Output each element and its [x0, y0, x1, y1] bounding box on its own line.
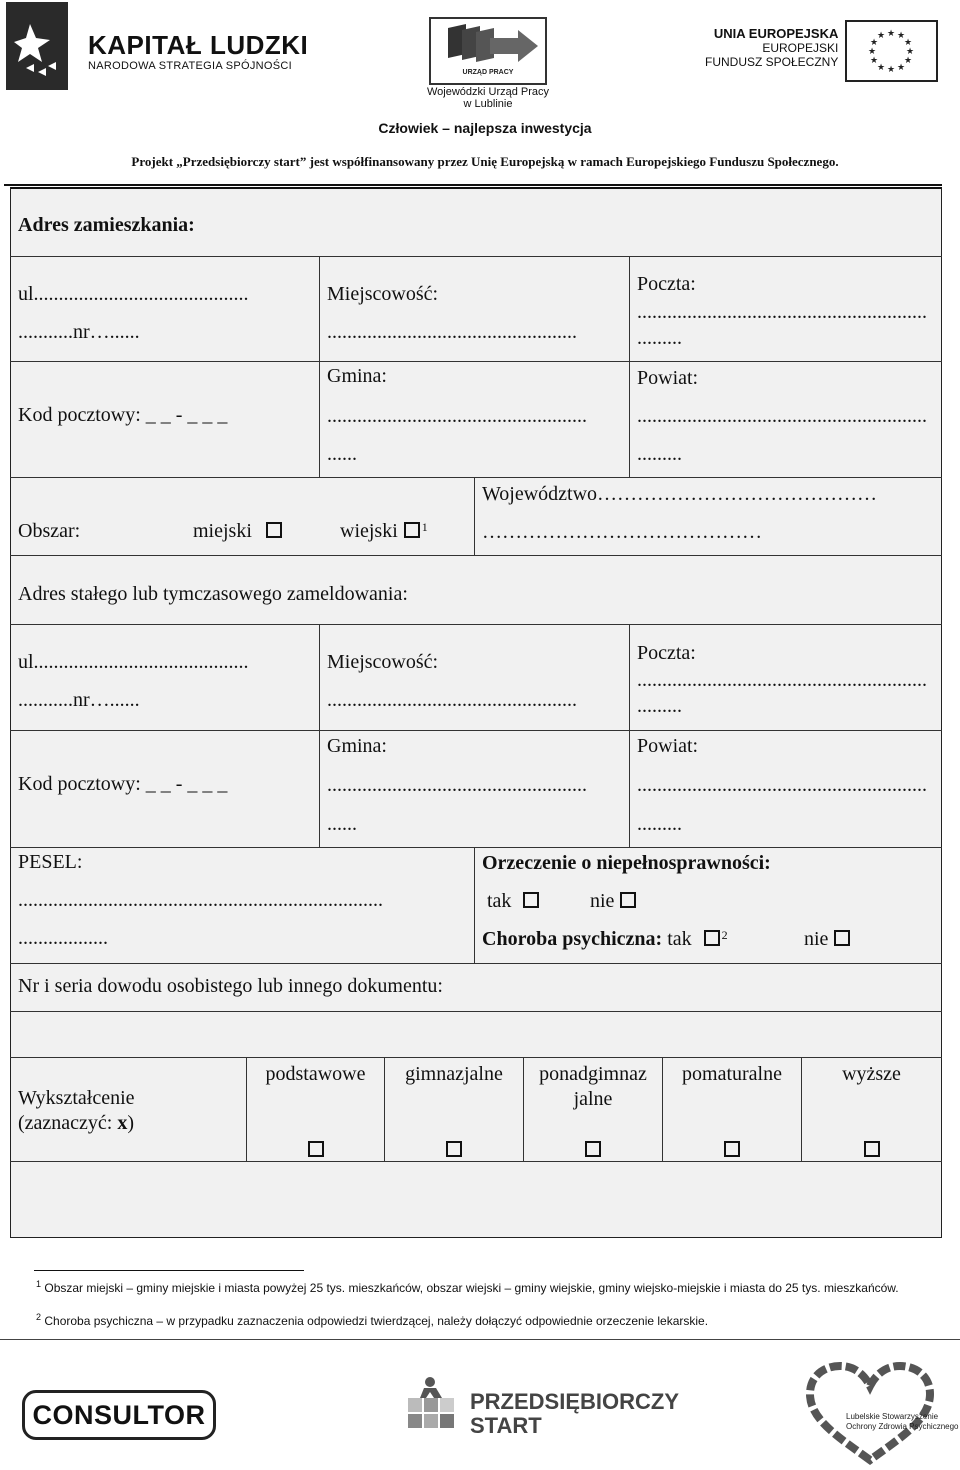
education-option-post-secondary [663, 1062, 801, 1086]
registration-postcode-field[interactable]: Kod pocztowy: _ _ - _ _ _ [18, 773, 228, 795]
id-document-field[interactable] [11, 1012, 941, 1056]
wup-name-line1: Wojewódzki Urząd Pracy [426, 86, 550, 98]
residence-county-field-cont[interactable]: ......... [637, 443, 682, 465]
footnote-2 [36, 1312, 708, 1328]
motto: Człowiek – najlepsza inwestycja [378, 120, 592, 136]
svg-text:★: ★ [903, 56, 913, 66]
residence-postcode-field[interactable]: Kod pocztowy: _ _ - _ _ _ [18, 404, 228, 426]
residence-post-label: Poczta: [637, 273, 696, 295]
id-document-label: Nr i seria dowodu osobistego lub innego dokumentu: [18, 975, 443, 997]
education-hint-x: x [117, 1112, 128, 1134]
education-option-label: podstawowe [265, 1063, 366, 1085]
education-option-label-cont: jalne [573, 1088, 613, 1110]
svg-text:★: ★ [905, 47, 915, 57]
eu-line3: FUNDUSZ SPOŁECZNY [705, 55, 839, 69]
divider [319, 256, 320, 477]
svg-text:★: ★ [896, 63, 906, 73]
education-option-upper-secondary [524, 1062, 662, 1112]
eu-line2: EUROPEJSKI [762, 41, 839, 55]
urzad-pracy-badge-text: URZĄD PRACY [462, 69, 514, 76]
kapital-ludzki-title: KAPITAŁ LUDZKI [88, 30, 309, 60]
divider [10, 730, 942, 731]
eu-line1: UNIA EUROPEJSKA [713, 26, 839, 41]
svg-text:★: ★ [869, 38, 879, 48]
divider [474, 847, 475, 963]
footnote-ref: 1 [421, 520, 428, 534]
education-hint [18, 1111, 134, 1135]
header-divider [4, 184, 942, 186]
area-label: Obszar: [18, 520, 81, 542]
kapital-ludzki-subtitle: NARODOWA STRATEGIA SPÓJNOŚCI [88, 60, 292, 72]
residence-county-field[interactable]: .......................................................... [637, 405, 927, 427]
area-rural-checkbox[interactable] [404, 522, 420, 538]
education-option-lower-secondary [385, 1062, 523, 1086]
education-option-higher [802, 1062, 941, 1086]
residence-title: Adres zamieszkania: [18, 214, 195, 236]
footer-divider [0, 1339, 960, 1340]
residence-post-field-cont[interactable]: ......... [637, 327, 682, 349]
registration-commune-field-cont[interactable]: ...... [327, 813, 357, 835]
ps-line2: START [470, 1413, 542, 1438]
mental-illness-yes-label: tak [667, 928, 692, 950]
residence-commune-field-cont[interactable]: ...... [327, 443, 357, 465]
footnote-divider [34, 1270, 304, 1271]
footnote-1 [36, 1279, 899, 1295]
education-label: Wykształcenie [18, 1087, 135, 1109]
education-primary-checkbox[interactable] [308, 1141, 324, 1157]
footnote-ref: 2 [721, 928, 728, 942]
residence-post-field[interactable]: .......................................................... [637, 301, 927, 323]
registration-number-field[interactable]: ...........nr…...... [18, 689, 140, 711]
mental-illness-no-checkbox[interactable] [834, 930, 850, 946]
registration-post-field[interactable]: .......................................................... [637, 669, 927, 691]
registration-city-label: Miejscowość: [327, 651, 439, 673]
voivodeship-label[interactable]: Województwo…………………………………… [482, 483, 878, 505]
disability-no-option[interactable] [590, 889, 636, 913]
residence-street-field[interactable]: ul........................................... [18, 283, 249, 305]
disability-yes-option[interactable] [487, 889, 539, 913]
eu-text-block [705, 26, 838, 69]
education-hint-c: ) [127, 1112, 135, 1134]
disability-yes-checkbox[interactable] [523, 892, 539, 908]
svg-text:★: ★ [903, 38, 913, 48]
registration-county-field[interactable]: .......................................................... [637, 774, 927, 796]
education-option-primary [247, 1062, 384, 1086]
footnote-1-ref: 1 [36, 1279, 42, 1289]
registration-post-field-cont[interactable]: ......... [637, 695, 682, 717]
area-rural-option[interactable] [340, 519, 428, 543]
disability-label: Orzeczenie o niepełnosprawności: [482, 852, 771, 874]
svg-text:★: ★ [876, 31, 886, 41]
divider [10, 555, 942, 556]
svg-text:★: ★ [876, 63, 886, 73]
pesel-field-cont[interactable]: .................. [18, 927, 108, 949]
registration-post-label: Poczta: [637, 642, 696, 664]
disability-no-label: nie [590, 890, 615, 912]
svg-text:★: ★ [896, 31, 906, 41]
mental-illness-no-option[interactable] [804, 927, 850, 951]
registration-street-field[interactable]: ul........................................... [18, 651, 249, 673]
heart-logo-text [846, 1412, 959, 1432]
wup-name-line2: w Lublinie [463, 98, 513, 110]
registration-city-field[interactable]: .................................................. [327, 689, 577, 711]
voivodeship-field[interactable]: …………………………………… [482, 521, 762, 543]
divider [10, 847, 942, 848]
residence-city-field[interactable]: .................................................. [327, 321, 577, 343]
registration-county-label: Powiat: [637, 735, 699, 757]
eu-flag-icon [845, 20, 938, 82]
mental-illness-no-label: nie [804, 928, 829, 950]
divider [10, 1161, 942, 1162]
divider [10, 963, 942, 964]
residence-city-label: Miejscowość: [327, 283, 439, 305]
divider [629, 256, 630, 477]
divider [10, 361, 942, 362]
residence-county-label: Powiat: [637, 367, 699, 389]
education-option-label: pomaturalne [682, 1063, 782, 1085]
disability-yes-label: tak [487, 890, 512, 912]
divider [474, 477, 475, 555]
residence-commune-field[interactable]: .................................................... [327, 405, 587, 427]
divider [10, 477, 942, 478]
project-statement: Projekt „Przedsiębiorczy start” jest współfinansowany przez Unię Europejską w ramach Europejskiego Funduszu Społecznego. [131, 154, 839, 169]
przedsiebiorczy-start-icon [404, 1376, 464, 1438]
education-lower-secondary-checkbox[interactable] [446, 1141, 462, 1157]
heart-line2: Ochrony Zdrowia Psychicznego [846, 1422, 959, 1431]
education-higher-checkbox[interactable] [864, 1141, 880, 1157]
registration-commune-label: Gmina: [327, 735, 387, 757]
disability-no-checkbox[interactable] [620, 892, 636, 908]
education-upper-secondary-checkbox[interactable] [585, 1141, 601, 1157]
education-option-label: gimnazjalne [405, 1063, 503, 1085]
area-rural-label: wiejski [340, 520, 398, 542]
consultor-logo [22, 1390, 216, 1440]
registration-commune-field[interactable]: .................................................... [327, 774, 587, 796]
przedsiebiorczy-start-logo [470, 1390, 679, 1438]
wup-name [418, 86, 558, 110]
footnote-2-ref: 2 [36, 1312, 42, 1322]
heart-line1: Lubelskie Stowarzyszenie [846, 1412, 939, 1421]
divider [629, 624, 630, 847]
mental-illness-label: Choroba psychiczna: [482, 928, 663, 950]
education-option-label: ponadgimnaz [539, 1063, 647, 1085]
svg-text:★: ★ [867, 47, 877, 57]
area-urban-option[interactable] [193, 519, 282, 543]
consultor-logo-text: CONSULTOR [32, 1400, 206, 1430]
area-urban-label: miejski [193, 520, 252, 542]
mental-illness-yes-checkbox[interactable] [704, 930, 720, 946]
svg-text:★: ★ [869, 56, 879, 66]
mental-illness-row [482, 927, 728, 951]
education-option-label: wyższe [842, 1063, 901, 1085]
area-urban-checkbox[interactable] [266, 522, 282, 538]
divider [10, 256, 942, 257]
ps-line1: PRZEDSIĘBIORCZY [470, 1389, 680, 1414]
registration-title: Adres stałego lub tymczasowego zameldowania: [18, 583, 408, 605]
footnote-1-text: Obszar miejski – gminy miejskie i miasta powyżej 25 tys. mieszkańców, obszar wiejski – gminy wiejskie, gminy wiejsko-miejskie i miasta do 25 tys. mieszkańców. [44, 1281, 899, 1295]
svg-text:★: ★ [886, 29, 896, 39]
divider [319, 624, 320, 847]
divider [10, 1057, 942, 1058]
footnote-2-text: Choroba psychiczna – w przypadku zaznaczenia odpowiedzi twierdzącej, należy dołączyć odpowiednie orzeczenie lekarskie. [44, 1314, 709, 1328]
divider [10, 624, 942, 625]
registration-county-field-cont[interactable]: ......... [637, 813, 682, 835]
education-hint-a: (zaznaczyć: [18, 1112, 118, 1134]
svg-text:★: ★ [886, 65, 896, 75]
education-post-secondary-checkbox[interactable] [724, 1141, 740, 1157]
pesel-label: PESEL: [18, 851, 83, 873]
pesel-field[interactable]: ......................................................................... [18, 889, 383, 911]
residence-number-field[interactable]: ...........nr…...... [18, 321, 140, 343]
residence-commune-label: Gmina: [327, 365, 387, 387]
